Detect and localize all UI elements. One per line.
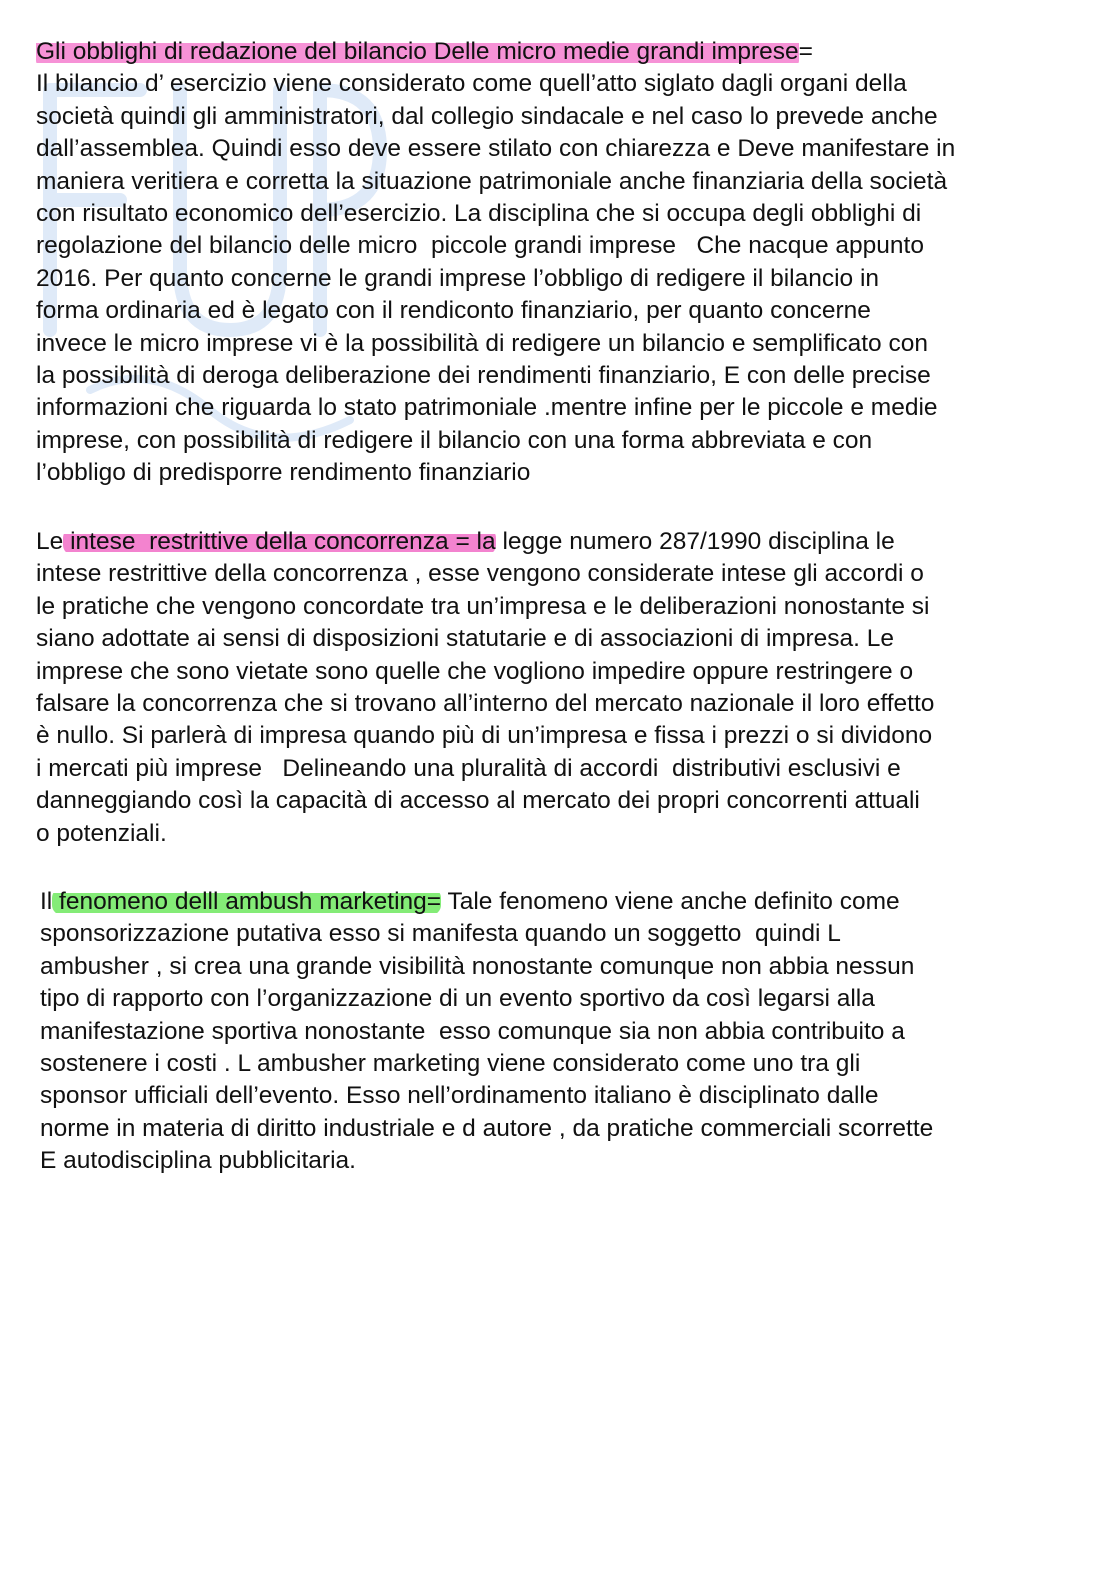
text-line: o potenziali. bbox=[36, 819, 167, 847]
heading-suffix: legge numero 287/1990 disciplina le bbox=[495, 528, 895, 555]
heading-suffix: = bbox=[798, 38, 813, 65]
text-line: siano adottate ai sensi di disposizioni statutarie e di associazioni di impresa. Le bbox=[36, 625, 894, 653]
section-ambush-marketing bbox=[40, 886, 933, 1178]
text-line: è nullo. Si parlerà di impresa quando più di un’impresa e fissa i prezzi o si dividono bbox=[36, 722, 933, 750]
heading-prefix: Le bbox=[36, 528, 64, 555]
text-line: ambusher , si crea una grande visibilità nonostante comunque non abbia nessun bbox=[40, 952, 915, 980]
text-line: regolazione del bilancio delle micro piccole grandi imprese Che nacque appunto bbox=[36, 232, 924, 260]
text-line: intese restrittive della concorrenza , esse vengono considerate intese gli accordi o bbox=[36, 560, 924, 588]
text-line: società quindi gli amministratori, dal collegio sindacale e nel caso lo prevede anche bbox=[36, 102, 938, 130]
section-heading-highlighted: Gli obblighi di redazione del bilancio Delle micro medie grandi imprese bbox=[36, 38, 799, 65]
section-bilancio bbox=[36, 36, 955, 490]
text-line: norme in materia di diritto industriale e d autore , da pratiche commerciali scorrette bbox=[40, 1114, 934, 1142]
section-heading-line bbox=[36, 36, 955, 68]
section-heading-line bbox=[40, 886, 933, 918]
text-line: forma ordinaria ed è legato con il rendiconto finanziario, per quanto concerne bbox=[36, 297, 871, 325]
text-line: la possibilità di deroga deliberazione dei rendimenti finanziario, E con delle precise bbox=[36, 362, 931, 390]
text-line: i mercati più imprese Delineando una pluralità di accordi distributivi esclusivi e bbox=[36, 754, 901, 782]
text-line: l’obbligo di predisporre rendimento finanziario bbox=[36, 459, 531, 487]
text-line: tipo di rapporto con l’organizzazione di un evento sportivo da così legarsi alla bbox=[40, 985, 875, 1013]
text-line: sponsor ufficiali dell’evento. Esso nell’ordinamento italiano è disciplinato dalle bbox=[40, 1082, 879, 1110]
text-line: sostenere i costi . L ambusher marketing viene considerato come uno tra gli bbox=[40, 1050, 861, 1078]
text-line: invece le micro imprese vi è la possibilità di redigere un bilancio e semplificato con bbox=[36, 329, 928, 357]
heading-suffix: Tale fenomeno viene anche definito come bbox=[441, 888, 900, 915]
section-heading-highlighted: intese restrittive della concorrenza = la bbox=[63, 528, 496, 555]
text-line: danneggiando così la capacità di accesso al mercato dei propri concorrenti attuali bbox=[36, 787, 920, 815]
text-line: le pratiche che vengono concordate tra un’impresa e le deliberazioni nonostante si bbox=[36, 592, 930, 620]
text-line: informazioni che riguarda lo stato patrimoniale .mentre infine per le piccole e medie bbox=[36, 394, 938, 422]
text-line: Il bilancio d’ esercizio viene considerato come quell’atto siglato dagli organi della bbox=[36, 70, 907, 98]
section-heading-line bbox=[36, 526, 934, 558]
text-line: manifestazione sportiva nonostante esso comunque sia non abbia contribuito a bbox=[40, 1017, 905, 1045]
text-line: sponsorizzazione putativa esso si manifesta quando un soggetto quindi L bbox=[40, 920, 841, 948]
text-line: imprese, con possibilità di redigere il bilancio con una forma abbreviata e con bbox=[36, 426, 873, 454]
text-line: dall’assemblea. Quindi esso deve essere stilato con chiarezza e Deve manifestare in bbox=[36, 135, 956, 163]
text-line: maniera veritiera e corretta la situazione patrimoniale anche finanziaria della società bbox=[36, 167, 948, 195]
text-line: con risultato economico dell’esercizio. La disciplina che si occupa degli obblighi di bbox=[36, 200, 922, 228]
text-line: 2016. Per quanto concerne le grandi imprese l’obbligo di redigere il bilancio in bbox=[36, 264, 880, 292]
section-heading-highlighted: fenomeno delll ambush marketing= bbox=[52, 888, 442, 915]
heading-prefix: Il bbox=[40, 888, 53, 915]
text-line: falsare la concorrenza che si trovano all’interno del mercato nazionale il loro effetto bbox=[36, 690, 935, 718]
text-line: E autodisciplina pubblicitaria. bbox=[40, 1147, 356, 1175]
text-line: imprese che sono vietate sono quelle che vogliono impedire oppure restringere o bbox=[36, 657, 914, 685]
section-intese-restrittive bbox=[36, 526, 934, 850]
